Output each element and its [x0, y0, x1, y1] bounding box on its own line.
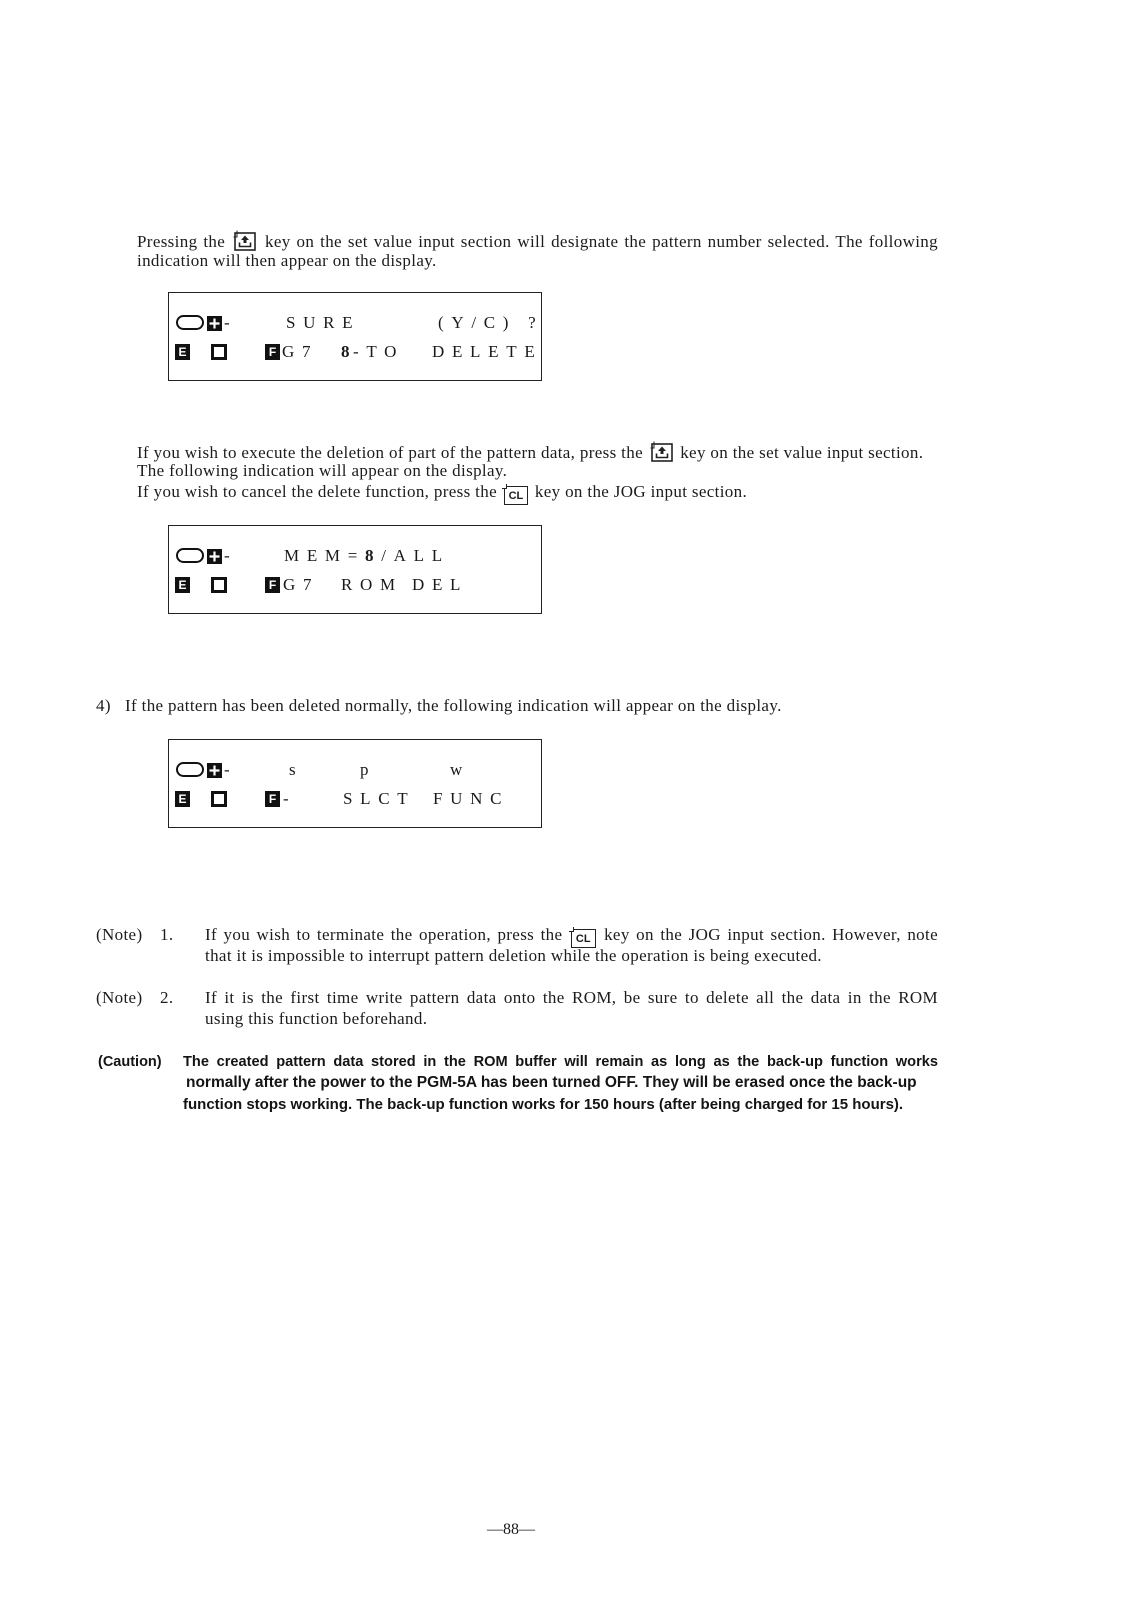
- paragraph-2-text-after-key: key on the set value input section.: [680, 443, 924, 462]
- e-mode-icon: E: [175, 577, 190, 593]
- paragraph-1-text-after-key: key on the set value input section will designate the pattern number selected. The following: [265, 232, 938, 251]
- display-screen-1: [168, 292, 542, 381]
- display-2-word-2: DEL: [412, 575, 469, 594]
- display-3-word-2: FUNC: [433, 789, 510, 808]
- note-1-line-2: that it is impossible to interrupt pattern deletion while the operation is being executed.: [205, 946, 822, 965]
- display-2-dash: -: [224, 546, 238, 565]
- paragraph-2-line-3: [137, 482, 747, 505]
- note-1-text-before-key: If you wish to terminate the operation, press the: [205, 925, 563, 944]
- oval-indicator-icon: [176, 762, 204, 777]
- display-2-mem-suffix: /ALL: [381, 546, 450, 565]
- note-1-number: 1.: [160, 925, 174, 944]
- display-1-action-word: DELETE: [432, 342, 543, 361]
- paragraph-2-text-before-key: If you wish to execute the deletion of part of the pattern data, press the: [137, 443, 643, 462]
- oval-indicator-icon: [176, 315, 204, 330]
- display-3-col-1: s: [289, 760, 304, 779]
- note-1-label: (Note): [96, 925, 143, 944]
- caution-label: (Caution): [98, 1054, 162, 1070]
- cross-block-icon: [207, 763, 222, 778]
- paragraph-1-line-2: indication will then appear on the display.: [137, 251, 437, 270]
- display-3-col-2: p: [360, 760, 377, 779]
- note-2-number: 2.: [160, 988, 174, 1007]
- paragraph-1-line-1: [137, 230, 938, 252]
- oval-indicator-icon: [176, 548, 204, 563]
- caution-line-3: function stops working. The back-up function works for 150 hours (after being charged for 15 hours).: [183, 1096, 904, 1113]
- caution-line-2: normally after the power to the PGM-5A has been turned OFF. They will be erased once the back-up: [186, 1074, 917, 1091]
- paragraph-2-cancel-text-before-key: If you wish to cancel the delete function, press the: [137, 482, 497, 501]
- display-1-digit: 8: [341, 342, 358, 361]
- f-mode-icon: F: [265, 344, 280, 360]
- display-1-prompt: (Y/C) ?: [438, 313, 544, 332]
- paragraph-2-line-1: [137, 441, 923, 463]
- display-2-digit: 8: [365, 546, 382, 565]
- e-mode-icon: E: [175, 344, 190, 360]
- cross-block-icon: [207, 316, 222, 331]
- display-3-word-1: SLCT: [343, 789, 416, 808]
- display-1-word: SURE: [286, 313, 361, 332]
- display-3-field: -: [283, 789, 297, 808]
- open-square-icon: [211, 577, 227, 593]
- caution-line-1: The created pattern data stored in the ROM buffer will remain as long as the back-up function works: [183, 1054, 938, 1070]
- display-screen-3: [168, 739, 542, 828]
- step-4-text: If the pattern has been deleted normally, the following indication will appear on the display.: [125, 696, 782, 715]
- open-square-icon: [211, 344, 227, 360]
- f-mode-icon: F: [265, 791, 280, 807]
- step-4-number: 4): [96, 696, 111, 715]
- open-square-icon: [211, 791, 227, 807]
- display-2-memory-setting: [284, 546, 450, 566]
- display-3-dash: -: [224, 760, 238, 779]
- cl-key-icon: CL: [571, 929, 596, 948]
- display-1-field: G7: [282, 342, 319, 361]
- set-key-icon: [233, 230, 257, 252]
- e-mode-icon: E: [175, 791, 190, 807]
- note-2-label: (Note): [96, 988, 143, 1007]
- cl-key-icon: CL: [504, 486, 529, 505]
- note-2-line-1: If it is the first time write pattern data onto the ROM, be sure to delete all the data in the ROM: [205, 988, 938, 1007]
- display-2-word-1: ROM: [341, 575, 403, 594]
- cross-block-icon: [207, 549, 222, 564]
- paragraph-1-text-before-key: Pressing the: [137, 232, 226, 251]
- display-2-mem-label: MEM=: [284, 546, 366, 565]
- display-1-suffix: -TO: [353, 342, 405, 361]
- note-1-line-1: [205, 925, 938, 948]
- note-1-text-after-key: key on the JOG input section. However, note: [604, 925, 938, 944]
- f-mode-icon: F: [265, 577, 280, 593]
- note-2-line-2: using this function beforehand.: [205, 1009, 428, 1028]
- display-2-field: G7: [283, 575, 320, 594]
- paragraph-2-line-2: The following indication will appear on the display.: [137, 461, 508, 480]
- display-1-dash: -: [224, 313, 238, 332]
- paragraph-2-cancel-text-after-key: key on the JOG input section.: [534, 482, 748, 501]
- set-key-icon: [650, 441, 674, 463]
- display-3-col-3: w: [450, 760, 470, 779]
- page-number: —88—: [487, 1521, 535, 1538]
- display-screen-2: [168, 525, 542, 614]
